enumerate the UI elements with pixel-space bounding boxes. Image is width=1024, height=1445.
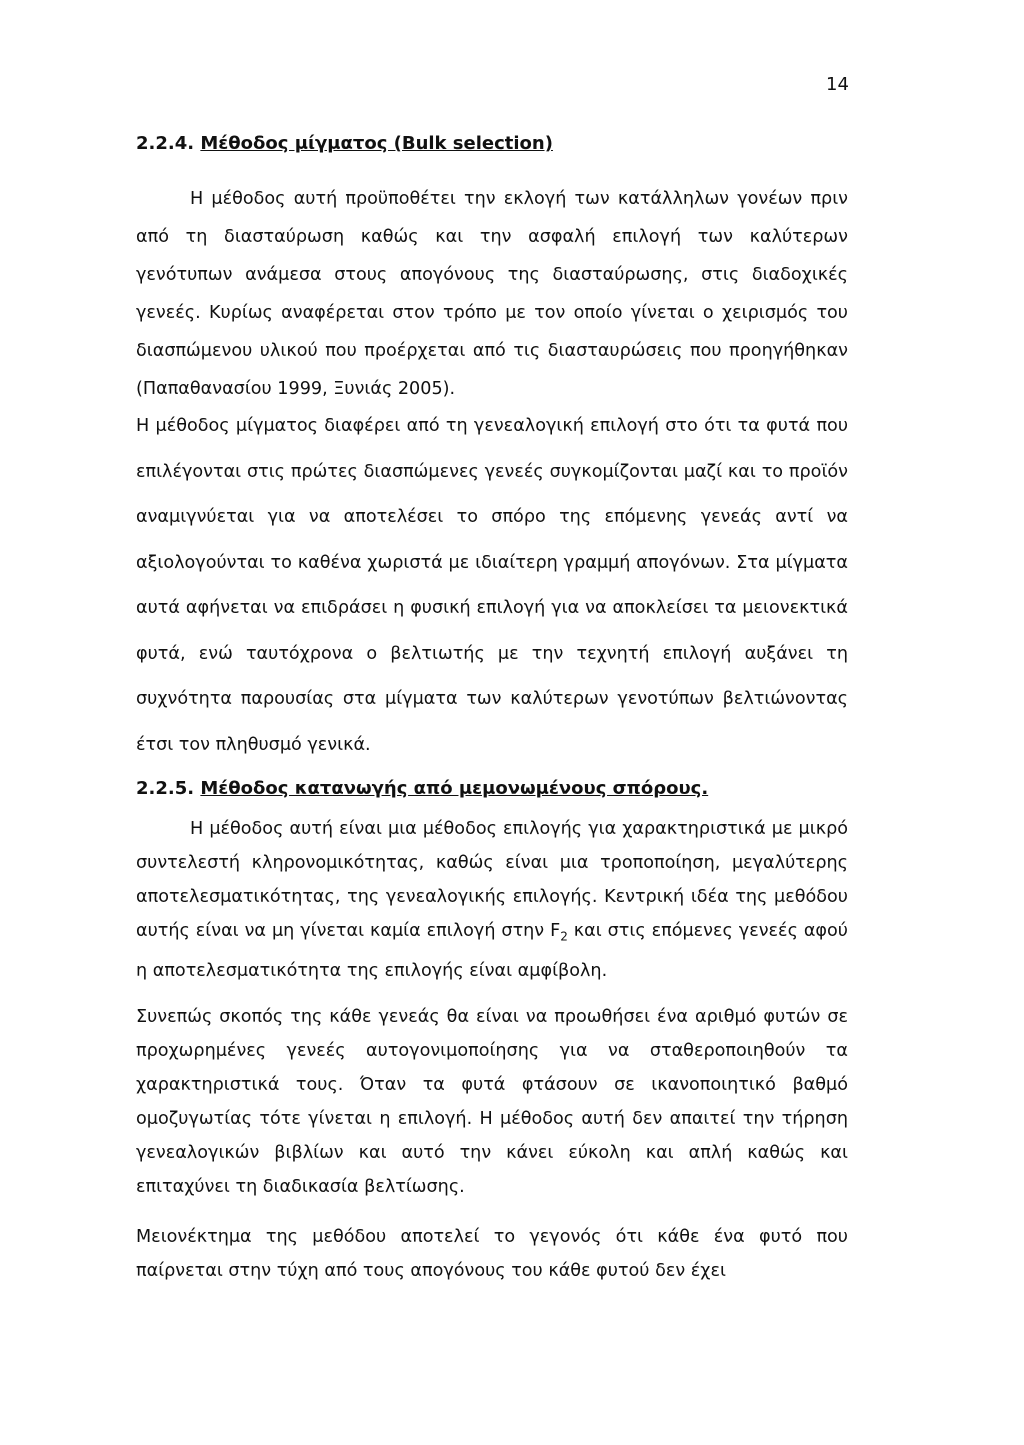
section-number: 2.2.4. [136,133,195,154]
paragraph: Συνεπώς σκοπός της κάθε γενεάς θα είναι να προωθήσει ένα αριθμό φυτών σε προχωρημένες γενεές αυτογονιμοποίησης για να σταθεροποιηθούν τα χαρακτηριστικά τους. Όταν τα φυτά φτάσουν σε ικανοποιητικό βαθμό ομοζυγωτίας τότε γίνεται η επιλογή. Η μέθοδος αυτή δεν απαιτεί την τήρηση γενεαλογικών βιβλίων και αυτό την κάνει εύκολη και απλή καθώς και επιταχύνει τη διαδικασία βελτίωσης. [136,1007,848,1197]
subscript: 2 [560,929,568,944]
paragraph: Η μέθοδος μίγματος διαφέρει από τη γενεαλογική επιλογή στο ότι τα φυτά που επιλέγονται στις πρώτες διασπώμενες γενεές συγκομίζονται μαζί και το προϊόν αναμιγνύεται για να αποτελέσει το σπόρο της επόμενης γενεάς αντί να αξιολογούνται το καθένα χωριστά με ιδιαίτερη γραμμή απογόνων. Στα μίγματα αυτά αφήνεται να επιδράσει η φυσική επιλογή για να αποκλείσει τα μειονεκτικά φυτά, ενώ ταυτόχρονα ο βελτιωτής με την τεχνητή επιλογή αυξάνει τη συχνότητα παρουσίας στα μίγματα των καλύτερων γενοτύπων βελτιώνοντας έτσι τον πληθυσμό γενικά. [136,416,848,755]
paragraph-text: και στις επόμενες γενεές αφού η αποτελεσματικότητα της επιλογής είναι αμφίβολη. [136,921,848,981]
page-number: 14 [826,74,849,95]
paragraph: Η μέθοδος αυτή προϋποθέτει την εκλογή των κατάλληλων γονέων πριν από τη διασταύρωση καθώς και την ασφαλή επιλογή των καλύτερων γενότυπων ανάμεσα στους απογόνους της διασταύρωσης, στις διαδοχικές γενεές. Κυρίως αναφέρεται στον τρόπο με τον οποίο γίνεται ο χειρισμός του διασπώμενου υλικού που προέρχεται από τις διασταυρώσεις που προηγήθηκαν (Παπαθανασίου 1999, Ξυνιάς 2005). [136,189,848,399]
section-title: Μέθοδος μίγματος (Bulk selection) [200,133,553,154]
paragraph [136,812,848,988]
section-heading-2-2-5 [136,778,708,799]
section-heading-2-2-4 [136,133,553,154]
paragraph-text: Η μέθοδος αυτή είναι μια μέθοδος επιλογής για χαρακτηριστικά με μικρό συντελεστή κληρονομικότητας, καθώς είναι μια τροποποίηση, μεγαλύτερης αποτελεσματικότητας, της γενεαλογικής επιλογής. Κεντρική ιδέα της μεθόδου αυτής είναι να μη γίνεται καμία επιλογή στην F [136,819,848,941]
section-title: Μέθοδος κατανωγής από μεμονωμένους σπόρους. [200,778,709,799]
paragraph: Μειονέκτημα της μεθόδου αποτελεί το γεγονός ότι κάθε ένα φυτό που παίρνεται στην τύχη από τους απογόνους του κάθε φυτού δεν έχει [136,1227,848,1281]
section-number: 2.2.5. [136,778,195,799]
